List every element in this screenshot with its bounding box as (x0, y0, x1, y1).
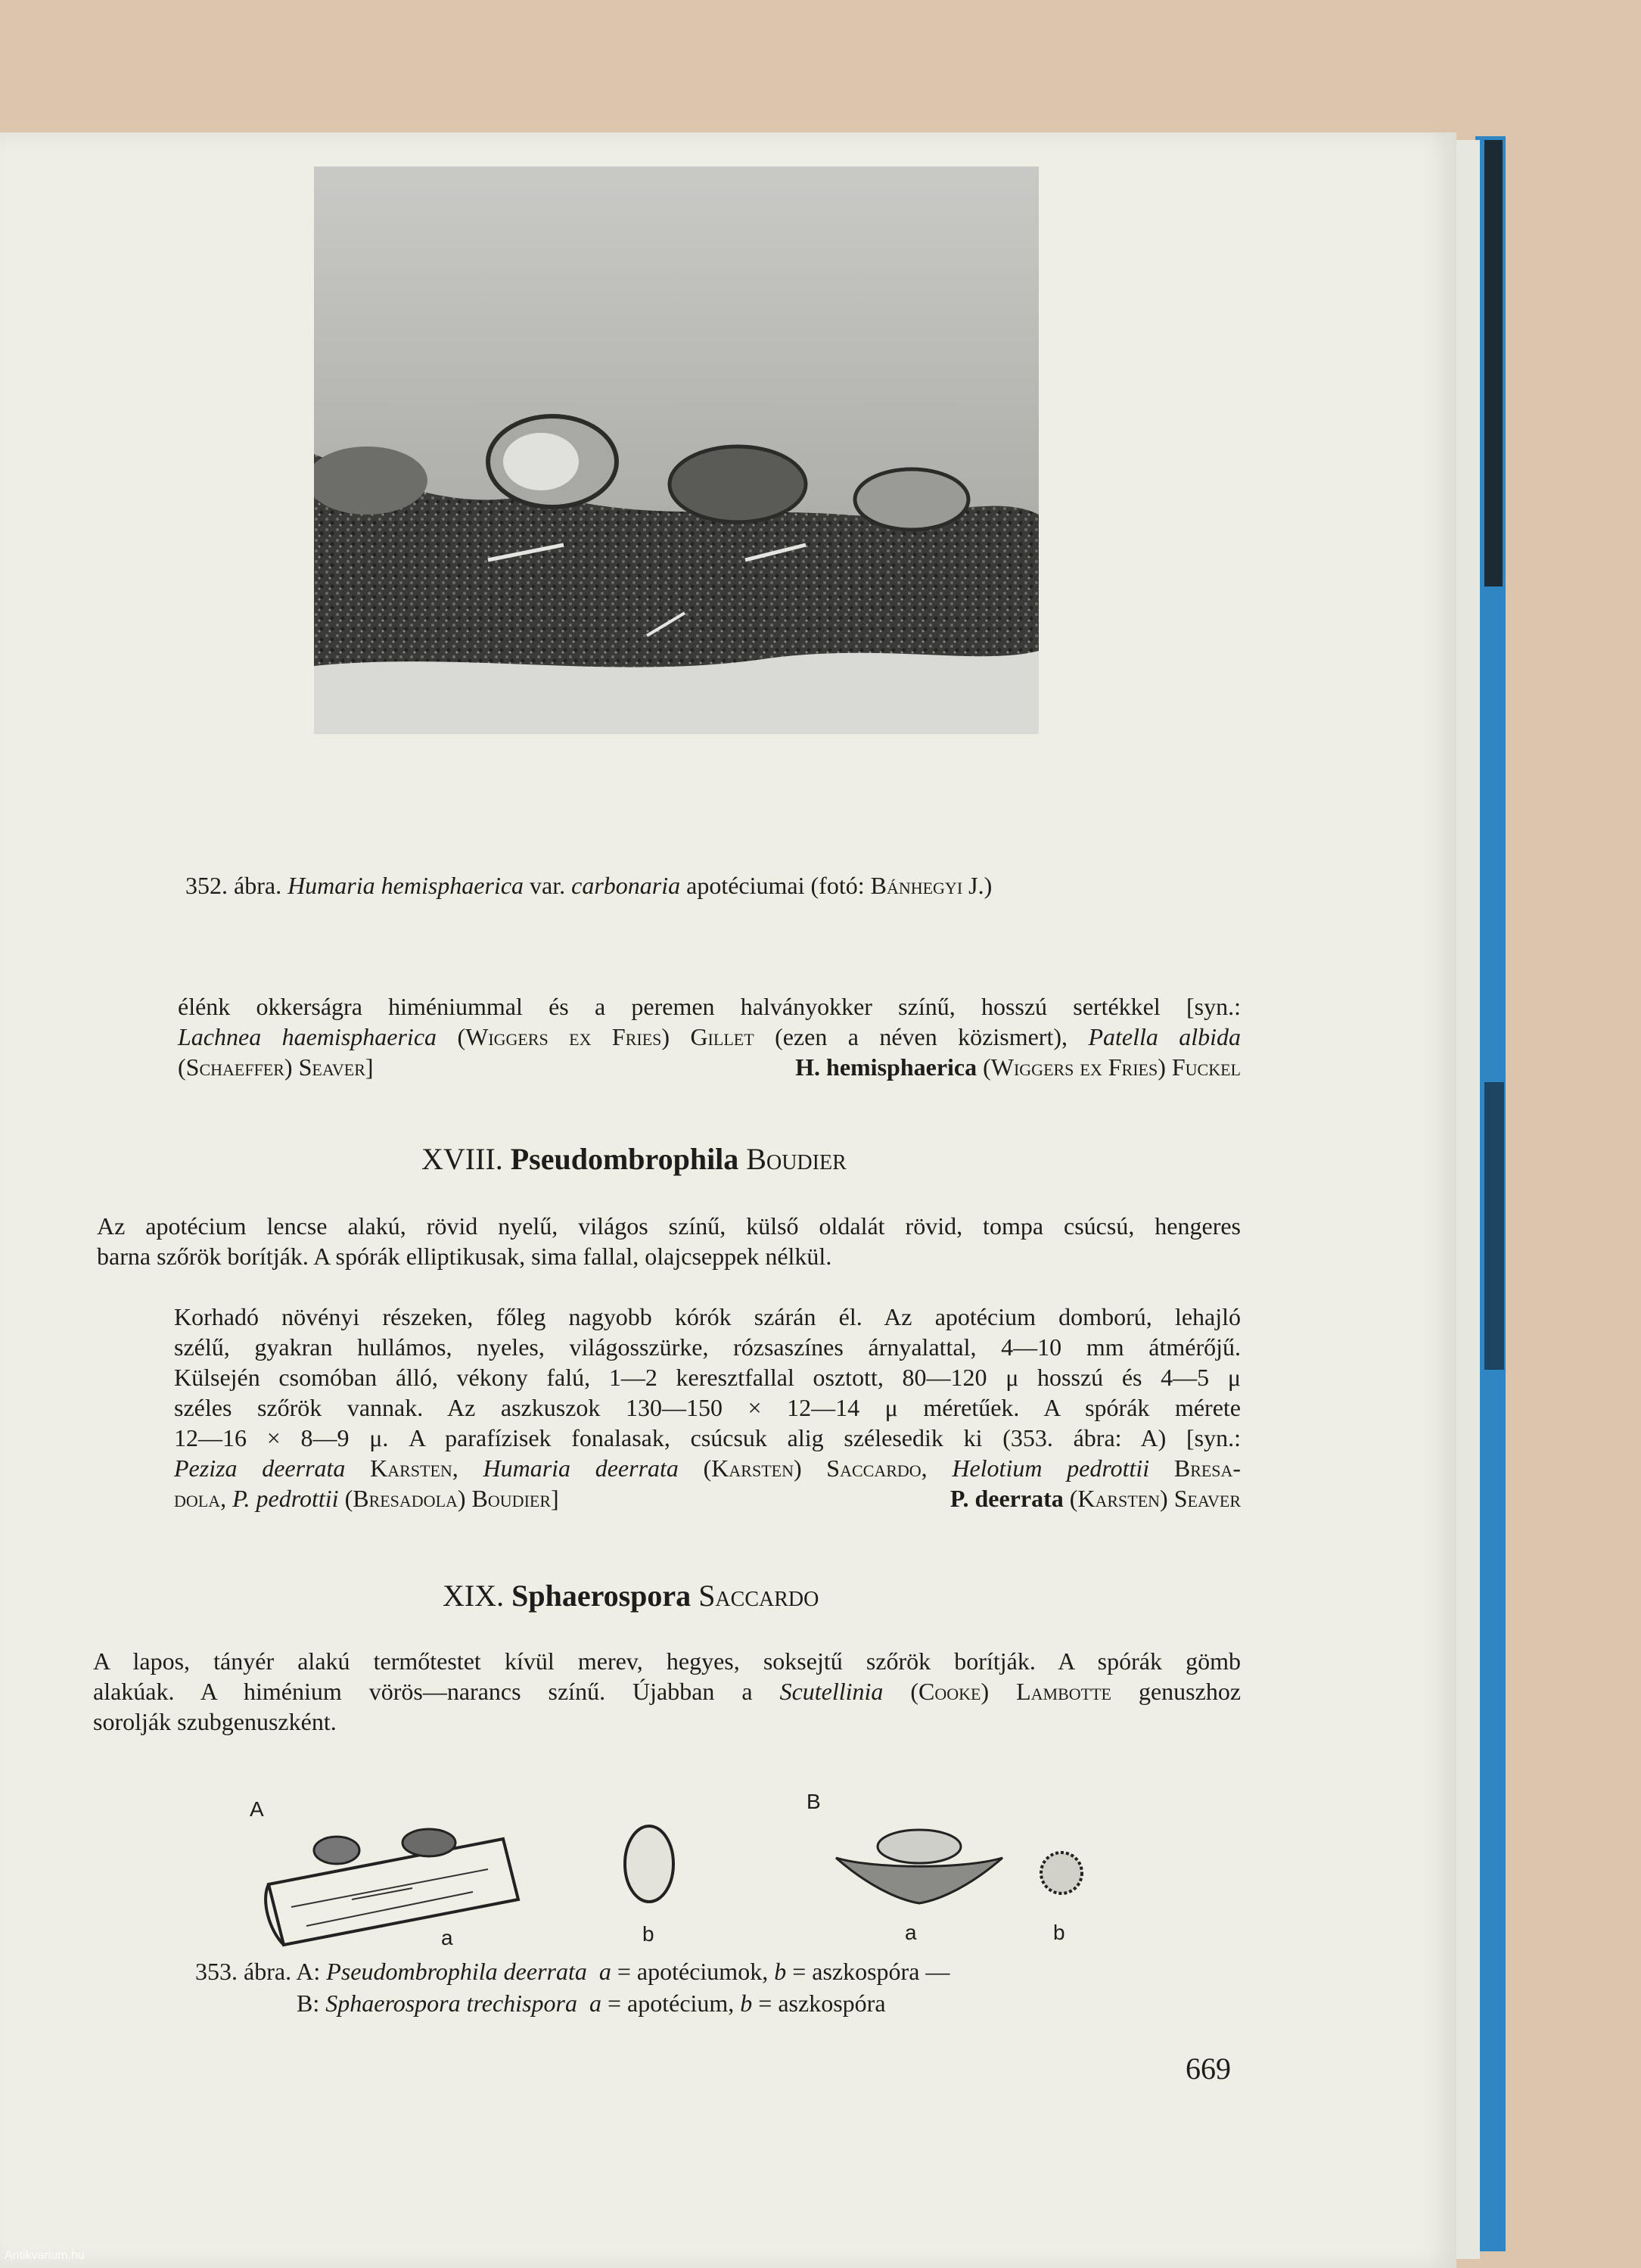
species-name-bold: P. deerrata (949, 1485, 1064, 1512)
text-line: Az apotécium lencse alakú, rövid nyelű, világos színű, külső oldalát rövid, tompa csúcsú, hengeres (97, 1212, 1241, 1240)
text-line: 12—16 × 8—9 μ. A parafízisek fonalasak, csúcsuk alig szélesedik ki (353. ábra: A) [syn.: (174, 1424, 1241, 1451)
drawing-apothecia-on-wood (261, 1816, 526, 1952)
genus-heading-xix: XIX. Sphaerospora Saccardo (443, 1579, 819, 1613)
genus-xviii-description (97, 1211, 1241, 1271)
species-name-bold: H. hemisphaerica (795, 1053, 977, 1081)
figure-353-caption-line2: B: Sphaerospora trechispora a = apotécium, b = aszkospóra (297, 1990, 886, 2017)
text-line: A lapos, tányér alakú termőtestet kívül merev, hegyes, soksejtű szőrök borítják. A spórák gömb (93, 1647, 1241, 1675)
figure-label-a-small: a (441, 1926, 453, 1949)
figure-352-photo (314, 166, 1039, 734)
caption-text: apotéciumai (fotó: (686, 872, 865, 899)
genus-xix-description (93, 1646, 1241, 1737)
drawing-apothecium-with-hairs (828, 1824, 1010, 1907)
text-line: Külsején csomóban álló, vékony falú, 1—2 keresztfallal osztott, 80—120 μ hosszú és 4—5 μ (174, 1364, 1241, 1391)
page-number: 669 (1186, 2052, 1231, 2086)
figure-352-caption (185, 870, 992, 901)
figure-number: 352. ábra. (185, 872, 282, 899)
text-line: barna szőrök borítják. A spórák elliptikusak, sima fallal, olajcseppek nélkül. (97, 1243, 832, 1270)
figure-label-b-small: b (642, 1922, 654, 1946)
text-line: élénk okkerságra himéniummal és a peremen halványokker színű, hosszú sertékkel [syn.: (178, 993, 1241, 1020)
text-line: Peziza deerrata Karsten, Humaria deerrata (Karsten) Saccardo, Helotium pedrottii Bresa- (174, 1454, 1242, 1482)
text-line: alakúak. A himénium vörös—narancs színű. Újabban a Scutellinia (Cooke) Lambotte genuszhoz (93, 1678, 1242, 1705)
book-cover-dark-band (1484, 140, 1503, 586)
genus-name: Pseudombrophila (510, 1142, 739, 1176)
text-line: széles szőrök vannak. Az aszkuszok 130—150 × 12—14 μ méretűek. A spórák mérete (174, 1394, 1241, 1421)
text-line: (Schaeffer) Seaver] H. hemisphaerica (Wiggers ex Fries) Fuckel (178, 1053, 1241, 1081)
var-abbrev: var. (530, 872, 566, 899)
photographer: Bánhegyi J.) (870, 872, 993, 899)
pseudombrophila-deerrata-description (174, 1302, 1241, 1514)
figure-label-b-small: b (1053, 1921, 1065, 1944)
text-line: dola, P. pedrottii (Bresadola) Boudier] P. deerrata (Karsten) Seaver (174, 1485, 1241, 1512)
page-stack-edge (1453, 140, 1480, 2259)
genus-name: Sphaerospora (511, 1579, 692, 1613)
variety-name: carbonaria (571, 872, 681, 899)
drawing-ascospore-spherical (1035, 1846, 1088, 1899)
text-line: Korhadó növényi részeken, főleg nagyobb kórók szárán él. Az apotécium domború, lehajló (174, 1303, 1241, 1330)
figure-label-a-small: a (905, 1921, 917, 1944)
book-cover-dark-band-lower (1484, 1082, 1504, 1370)
watermark: Antikvarium.hu (5, 2249, 85, 2262)
genus-heading-xviii: XVIII. Pseudombrophila Boudier (421, 1142, 847, 1176)
figure-label-b: B (807, 1790, 821, 1813)
drawing-ascospore-elliptical (620, 1822, 681, 1906)
text-line: sorolják szubgenuszként. (93, 1708, 337, 1735)
text-line: Lachnea haemisphaerica (Wiggers ex Fries) Gillet (ezen a néven közismert), Patella albida (178, 1023, 1242, 1050)
text-line: szélű, gyakran hullámos, nyeles, világosszürke, rózsaszínes árnyalattal, 4—10 mm átmérőjű. (174, 1333, 1241, 1361)
figure-label-a: A (250, 1797, 264, 1821)
species-name: Humaria hemisphaerica (287, 872, 524, 899)
humaria-description-end (178, 991, 1241, 1082)
figure-353-caption-line1: 353. ábra. A: Pseudombrophila deerrata a = apotéciumok, b = aszkospóra — (195, 1958, 950, 1985)
